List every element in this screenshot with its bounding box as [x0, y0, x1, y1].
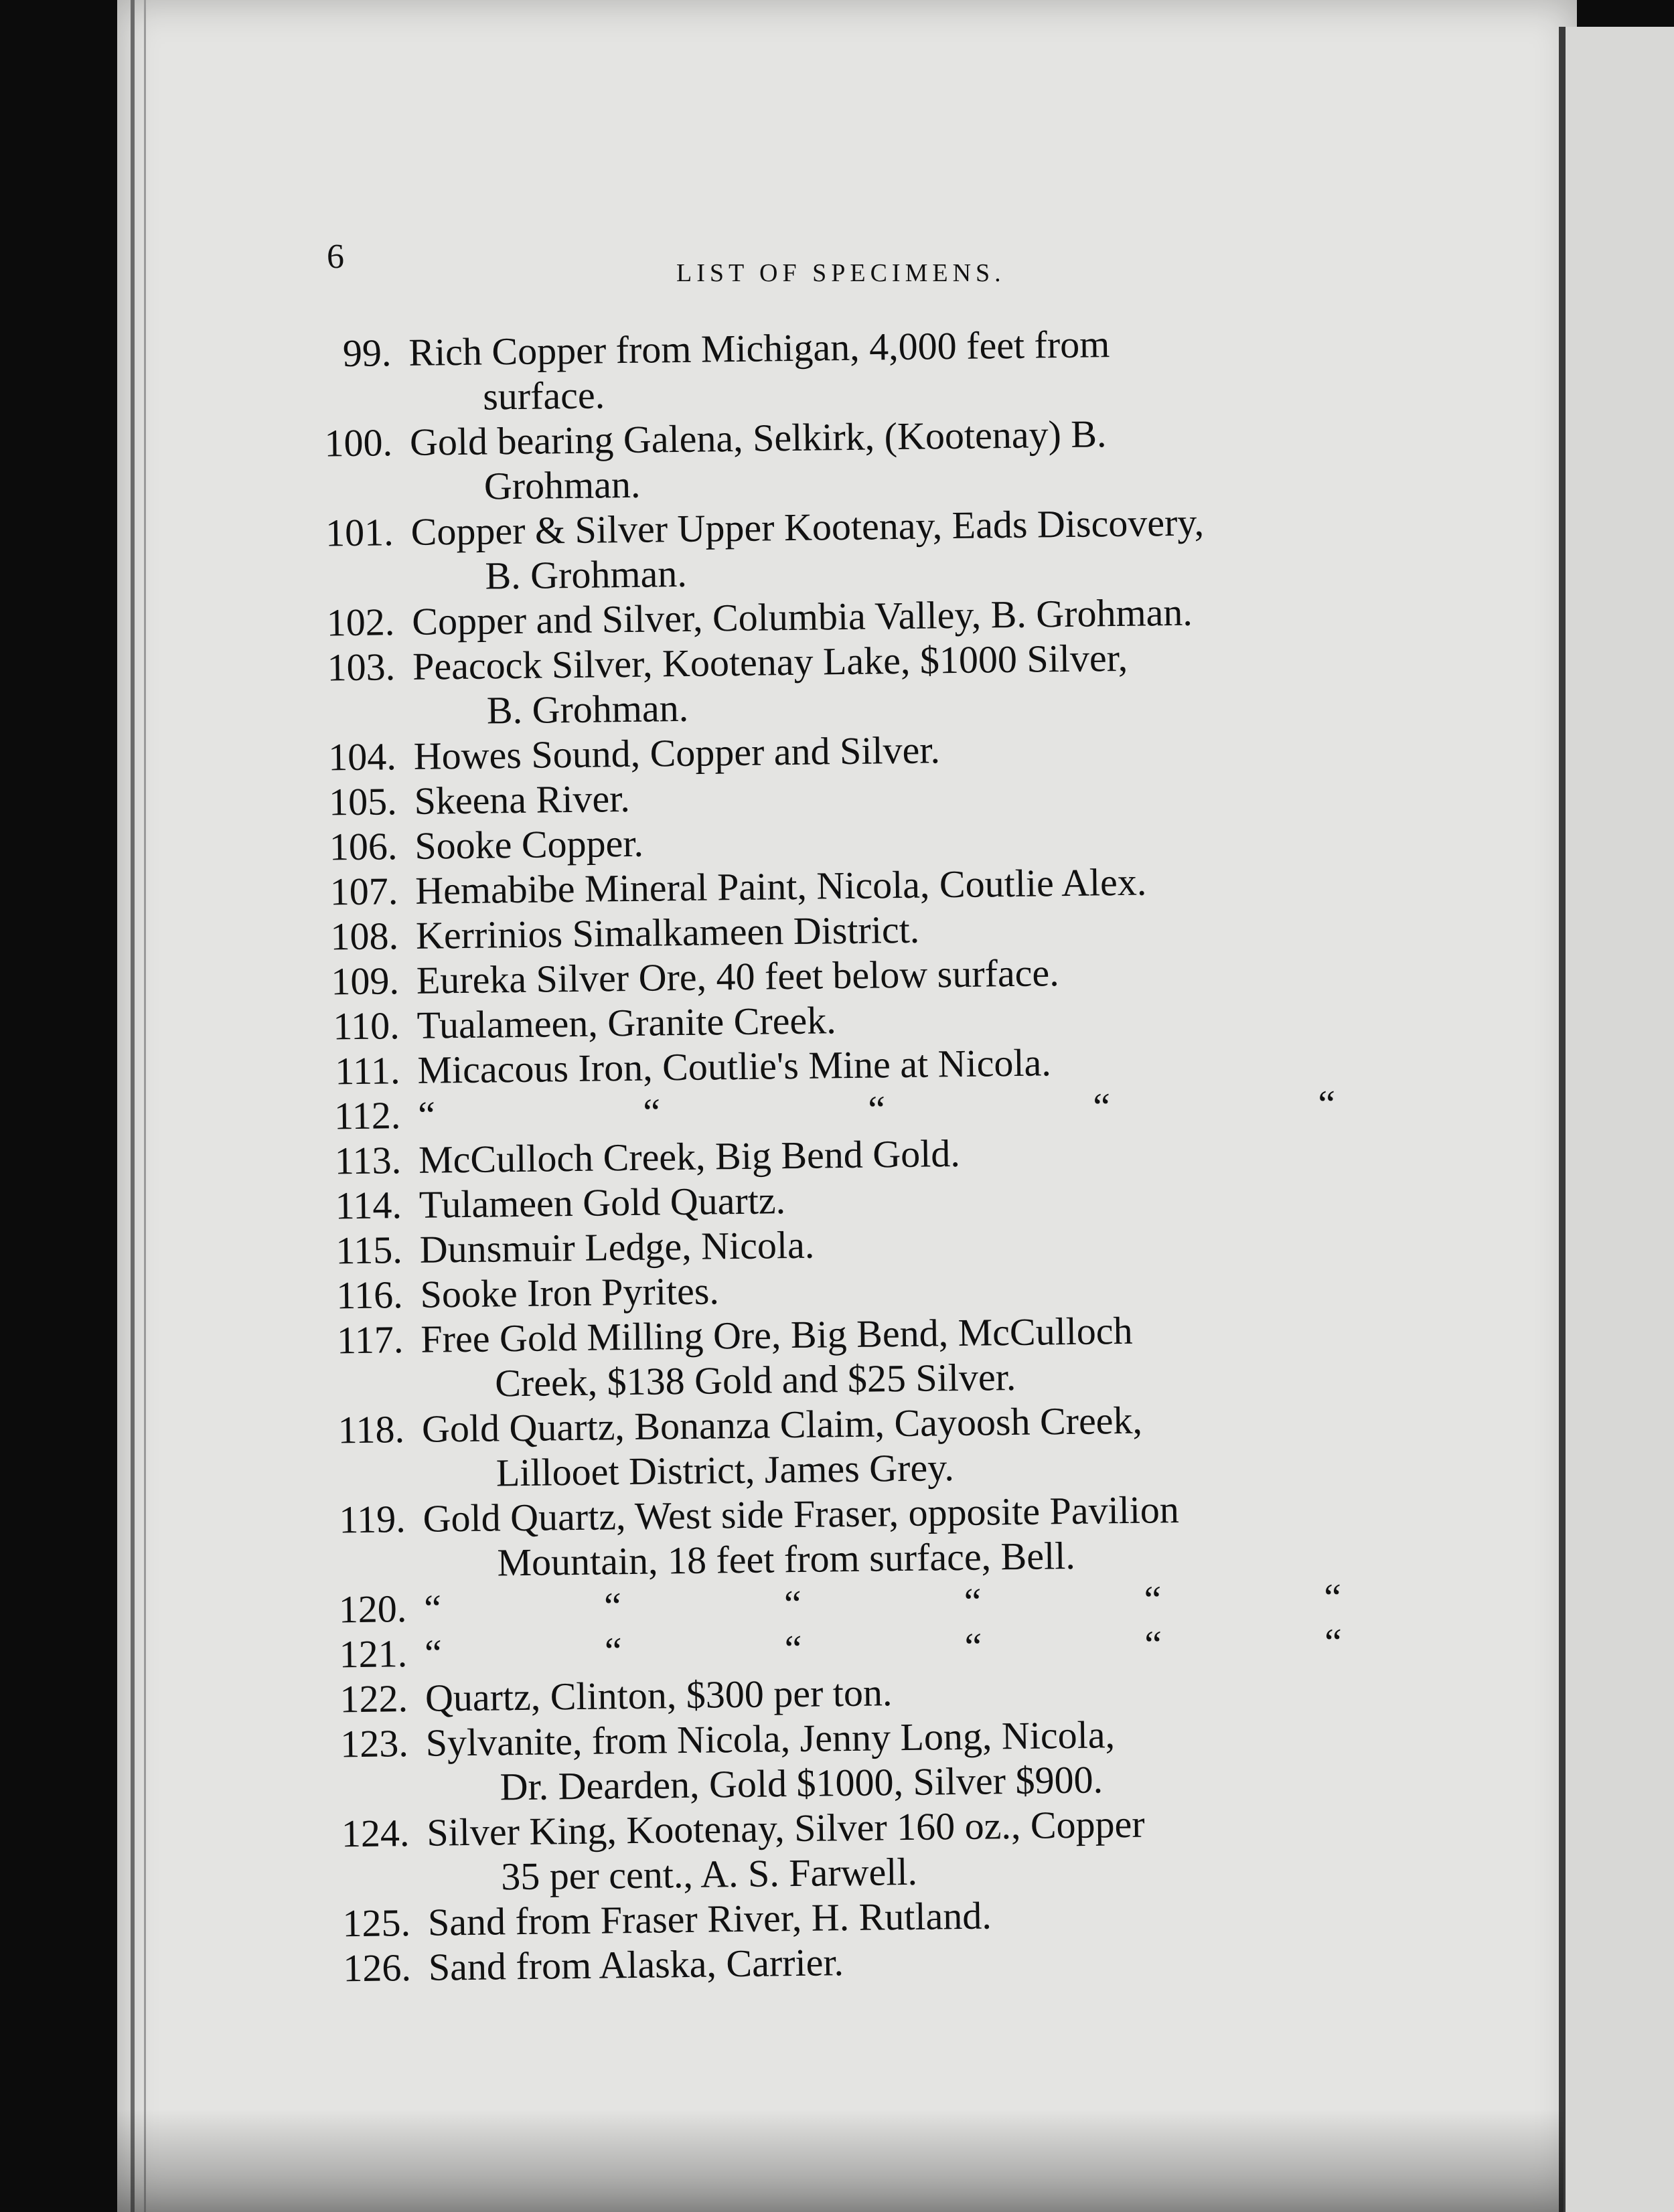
entry-continuation: Lillooet District, James Grey.: [496, 1445, 955, 1495]
specimen-entry: [297, 497, 1410, 601]
entry-number: 118.: [337, 1407, 405, 1452]
entry-line: Kerrinios Simalkameen District.: [415, 907, 920, 957]
entry-number: 112.: [333, 1093, 401, 1138]
ditto-mark: “: [1144, 1622, 1162, 1666]
entry-text: [410, 497, 1410, 599]
ditto-mark: “: [1093, 1085, 1111, 1129]
entry-text: [410, 408, 1409, 509]
entry-line: Eureka Silver Ore, 40 feet below surface.: [416, 951, 1059, 1002]
entry-line: Sand from Fraser River, H. Rutland.: [427, 1893, 992, 1944]
entry-number: 108.: [330, 914, 399, 959]
entry-number: 105.: [328, 779, 397, 824]
entry-continuation: Dr. Dearden, Gold $1000, Silver $900.: [500, 1757, 1104, 1809]
entry-text: [422, 1395, 1421, 1496]
entry-line: Howes Sound, Copper and Silver.: [413, 728, 941, 778]
entry-number: 115.: [335, 1228, 403, 1273]
entry-number: 99.: [342, 331, 392, 376]
entry-line: Gold bearing Galena, Selkirk, (Kootenay) B.: [409, 412, 1107, 464]
entry-line: Gold Quartz, Bonanza Claim, Cayoosh Creek,: [421, 1398, 1143, 1451]
entry-number: 102.: [326, 600, 395, 645]
specimen-entry: [295, 318, 1407, 421]
entry-line: Gold Quartz, West side Fraser, opposite Pavilion: [423, 1487, 1180, 1540]
entry-number: 101.: [325, 510, 394, 555]
entry-line: Sooke Copper.: [414, 821, 644, 868]
specimen-entry: [296, 408, 1409, 511]
specimen-entry: [299, 632, 1412, 735]
entry-number: 111.: [334, 1048, 400, 1093]
entry-line: Quartz, Clinton, $300 per ton.: [425, 1670, 893, 1720]
ditto-mark: “: [1144, 1577, 1162, 1622]
ditto-mark: “: [867, 1087, 886, 1131]
entry-line: Silver King, Kootenay, Silver 160 oz., Copper: [427, 1802, 1146, 1854]
book-gutter: [1559, 27, 1566, 2212]
entry-number: 113.: [334, 1138, 402, 1183]
entry-text: [423, 1484, 1422, 1586]
entry-line: Dunsmuir Ledge, Nicola.: [419, 1222, 815, 1271]
entry-number: 106.: [329, 824, 398, 869]
entry-number: 109.: [330, 959, 400, 1004]
entry-number: 114.: [335, 1183, 402, 1228]
ditto-mark: “: [783, 1581, 802, 1626]
specimen-entry: [311, 1709, 1424, 1812]
entry-number: 100.: [324, 420, 393, 465]
entry-continuation: Mountain, 18 feet from surface, Bell.: [497, 1533, 1076, 1585]
entry-text: [408, 318, 1407, 420]
entry-line: Copper & Silver Upper Kootenay, Eads Discovery,: [410, 500, 1205, 554]
entry-number: 116.: [335, 1273, 403, 1318]
facing-page-edge: [1566, 27, 1674, 2212]
entry-number: 121.: [339, 1632, 408, 1676]
ditto-mark: “: [964, 1624, 982, 1668]
entry-line: Micacous Iron, Coutlie's Mine at Nicola.: [417, 1040, 1052, 1092]
entry-line: Skeena River.: [414, 776, 631, 823]
entry-continuation: 35 per cent., A. S. Farwell.: [500, 1849, 918, 1899]
specimen-entry: [313, 1798, 1426, 1901]
ditto-mark: “: [1318, 1082, 1336, 1126]
entry-number: 107.: [329, 869, 398, 914]
entry-text: [425, 1709, 1424, 1810]
entry-line: Copper and Silver, Columbia Valley, B. Grohman.: [411, 590, 1193, 643]
entry-continuation: B. Grohman.: [486, 686, 689, 732]
entry-line: Sooke Iron Pyrites.: [420, 1269, 720, 1316]
entry-continuation: Grohman.: [483, 462, 641, 508]
entry-line: Hemabibe Mineral Paint, Nicola, Coutlie Alex.: [414, 860, 1147, 913]
entry-line: McCulloch Creek, Big Bend Gold.: [418, 1131, 961, 1182]
entry-number: 119.: [338, 1497, 406, 1542]
entry-line: Peacock Silver, Kootenay Lake, $1000 Silver,: [412, 635, 1128, 688]
ditto-mark: “: [642, 1090, 661, 1134]
ditto-mark: “: [1324, 1575, 1342, 1620]
page-edge: [131, 0, 135, 2212]
entry-number: 103.: [327, 645, 396, 690]
page-number: 6: [327, 238, 344, 276]
entry-line: Free Gold Milling Ore, Big Bend, McCulloch: [421, 1308, 1133, 1361]
entry-text: [412, 632, 1412, 734]
ditto-mark: “: [603, 1584, 622, 1628]
entry-number: 117.: [336, 1318, 404, 1362]
specimen-list: [295, 318, 1426, 1991]
entry-number: 125.: [342, 1901, 411, 1946]
entry-number: 104.: [327, 734, 397, 779]
ditto-mark: “: [784, 1626, 802, 1671]
specimen-entry: [309, 1484, 1422, 1587]
entry-number: 124.: [341, 1811, 410, 1856]
ditto-mark: “: [964, 1579, 982, 1624]
entry-line: Sand from Alaska, Carrier.: [428, 1940, 844, 1989]
ditto-mark: “: [604, 1629, 623, 1673]
running-head: LIST OF SPECIMENS.: [676, 259, 1006, 287]
entry-number: 110.: [332, 1004, 400, 1048]
entry-number: 123.: [339, 1721, 409, 1766]
entry-number: 120.: [338, 1587, 407, 1632]
page-shadow: [117, 2109, 1564, 2212]
ditto-mark: “: [424, 1631, 443, 1675]
entry-line: Sylvanite, from Nicola, Jenny Long, Nicola,: [425, 1713, 1116, 1765]
entry-text: [421, 1305, 1420, 1407]
entry-continuation: B. Grohman.: [485, 551, 688, 598]
specimen-entry: [308, 1395, 1421, 1498]
ditto-mark: “: [1324, 1620, 1343, 1664]
specimen-entry: [307, 1305, 1420, 1408]
entry-line: Rich Copper from Michigan, 4,000 feet from: [408, 322, 1110, 374]
entry-line: Tualameen, Granite Creek.: [416, 998, 837, 1047]
entry-number: 126.: [342, 1946, 412, 1990]
entry-continuation: Creek, $138 Gold and $25 Silver.: [494, 1354, 1016, 1405]
page-edge-inner: [144, 0, 146, 2212]
entry-text: [427, 1798, 1426, 1900]
entry-number: 122.: [339, 1676, 408, 1721]
ditto-mark: “: [417, 1093, 436, 1137]
entry-continuation: surface.: [482, 373, 605, 418]
ditto-mark: “: [423, 1586, 442, 1630]
entry-line: Tulameen Gold Quartz.: [418, 1178, 786, 1227]
